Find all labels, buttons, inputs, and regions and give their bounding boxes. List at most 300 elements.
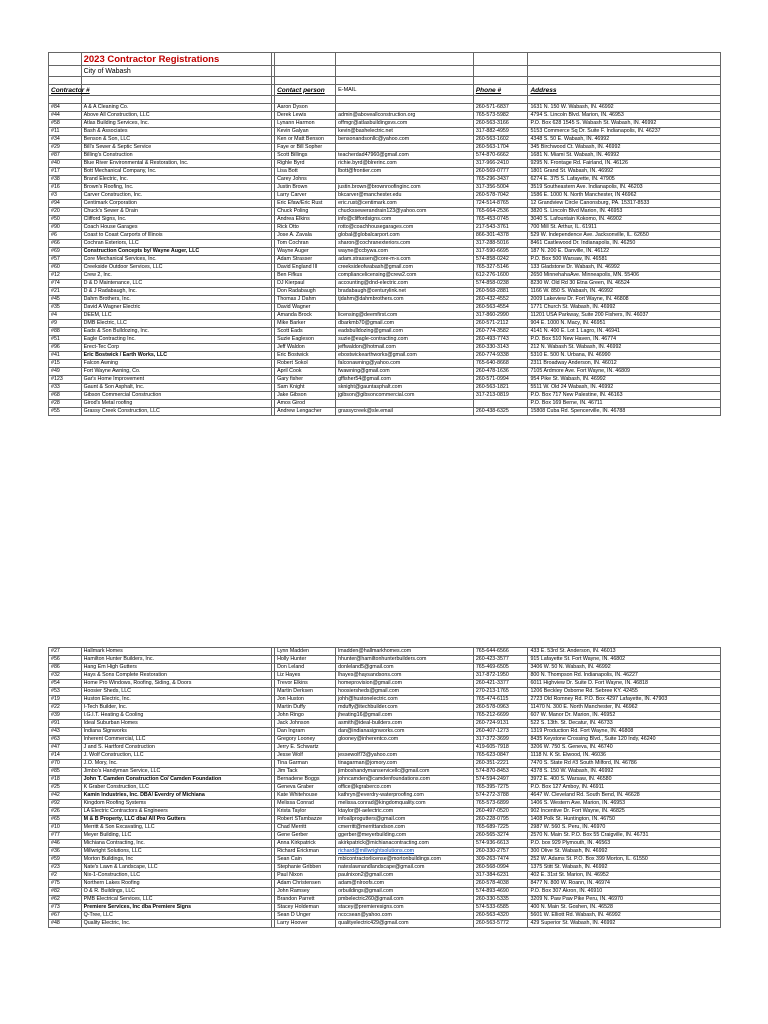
contractor-number: #10 [49,824,82,832]
address-cell: 187 N. 200 E. Danville, IN. 46122 [528,248,721,256]
contact-person: Chad Merritt [275,824,336,832]
email-cell [336,104,474,112]
contractor-number: #15 [49,360,82,368]
contractor-name: Northern Lakes Roofing [81,880,271,888]
contractor-name: Kingdom Roofing Systems [81,800,271,808]
contact-person: Eric Efaw/Eric Rust [275,200,336,208]
contractor-number: #34 [49,136,82,144]
phone-cell [473,400,528,408]
contractor-name: Benson & Son, LLC [81,136,271,144]
phone-cell: 765-395-7275 [473,784,528,792]
table-row [49,240,721,248]
header-row [49,85,721,96]
contractor-name: Chuck's Sewer & Drain [81,208,271,216]
contractor-number: #96 [49,344,82,352]
contractor-name: Carver Construction, Inc. [81,192,271,200]
contractor-number: #46 [49,840,82,848]
email-cell: qualityelectric429@gmail.com [336,920,474,928]
contractor-number: #6 [49,232,82,240]
contractor-number: #21 [49,288,82,296]
contact-person: Larry Hoover [275,920,336,928]
email-cell [336,400,474,408]
contractor-name: Atlas Building Services, Inc. [81,120,271,128]
email-cell: gffisher54@gmail.com [336,376,474,384]
contractor-name: I.G.I.T. Heating & Cooling [81,712,271,720]
contractor-name: Premiere Services, Inc dba Premiere Signs [81,904,271,912]
contact-person: Geneva Graber [275,784,336,792]
email-cell: eadsbulldozing@gmail.com [336,328,474,336]
contractor-number: #68 [49,392,82,400]
contractor-number: #66 [49,240,82,248]
contractor-name: O & R. Buildings, LLC [81,888,271,896]
contact-person: Krista Taylor [275,808,336,816]
email-cell: richie.byrd@blrerinc.com [336,160,474,168]
table-row [49,872,721,880]
contact-person: Rick Otto [275,224,336,232]
address-cell: P.O. Box 127 Amboy, IN. 46911 [528,784,721,792]
address-cell: 1406 S. Western Ave. Marion, IN. 46953 [528,800,721,808]
contact-person: Sean D Unger [275,912,336,920]
address-cell: 4647 W. Cleveland Rd. South Bend, IN. 46628 [528,792,721,800]
email-cell: offmgr@atlasbuildingsvs.com [336,120,474,128]
contractor-name: Hang Em High Gutters [81,664,271,672]
email-cell: grassycreek@sle.email [336,408,474,416]
contact-person: Scott Billings [275,152,336,160]
contractor-number: #40 [49,160,82,168]
contact-person: Holly Hunter [275,656,336,664]
contractor-number: #12 [49,272,82,280]
email-cell [336,176,474,184]
contact-person: Amanda Brock [275,312,336,320]
address-cell: 4378 S. 150 W. Wabash, IN. 46992 [528,768,721,776]
email-cell: mbicontractorlicense@mortonbuildings.com [336,856,474,864]
contractor-name: PMB Electrical Services, LLC [81,896,271,904]
table-row [49,384,721,392]
contractor-number: #16 [49,184,82,192]
table-row [49,792,721,800]
address-cell: 2723 Old Romney Rd. P.O. Box 4297 Lafayette, IN. 47903 [528,696,721,704]
email-cell: kathryn@everdry-waterproofing.com [336,792,474,800]
contact-person: Jeff Waldon [275,344,336,352]
table-row [49,760,721,768]
table-row [49,368,721,376]
contact-person: David England III [275,264,336,272]
contractor-name: J. Wolf Construction, LLC [81,752,271,760]
table-row [49,880,721,888]
contractor-number: #86 [49,664,82,672]
contractor-name: J.O. Mory, Inc. [81,760,271,768]
address-cell: 4141 N. 400 E. Lot 1 Lagro, IN. 46941 [528,328,721,336]
contractor-name: Quality Electric, Inc. [81,920,271,928]
contractor-number: #75 [49,880,82,888]
email-cell: ebostwickearthworks@gmail.com [336,352,474,360]
table-row [49,920,721,928]
contractor-table-page-1 [48,52,721,416]
table-row [49,896,721,904]
phone-cell: 765-573-5982 [473,112,528,120]
blank-row [49,77,721,85]
table-row [49,720,721,728]
contact-person: Stephanie Gribben [275,864,336,872]
contact-person: Mike Barker [275,320,336,328]
contractor-name: Michiana Contracting, Inc. [81,840,271,848]
address-cell: 954 Pike St. Wabash, IN. 46992 [528,376,721,384]
table-row [49,376,721,384]
header-email: E-MAIL [336,85,474,96]
contractor-name: Hallmark Homes [81,648,271,656]
phone-cell: 765-573-6899 [473,800,528,808]
phone-cell: 217-543-3761 [473,224,528,232]
address-cell: 15808 Cuba Rd. Spencerville, IN. 46788 [528,408,721,416]
contractor-name: A & A Cleaning Co. [81,104,271,112]
email-cell: cmerritt@merrittandson.com [336,824,474,832]
address-cell: 433 E. 53rd St. Anderson, IN. 46013 [528,648,721,656]
contractor-name: Indiana Signworks [81,728,271,736]
table-row [49,672,721,680]
contractor-number: #50 [49,216,82,224]
contractor-name: Eagle Contracting Inc. [81,336,271,344]
address-cell: 133 Gladstone Dr. Wabash, IN. 46992 [528,264,721,272]
phone-cell: 260-563-1821 [473,384,528,392]
contractor-number: #41 [49,352,82,360]
phone-cell: 260-578-0963 [473,704,528,712]
contractor-number: #22 [49,704,82,712]
contact-person: Jesse Wolf [275,752,336,760]
phone-cell: 317-356-5004 [473,184,528,192]
contractor-name: Gaunt & Son Asphalt, Inc. [81,384,271,392]
email-cell: glooney@inherentco.com [336,736,474,744]
table-row [49,120,721,128]
phone-cell: 260-571-6837 [473,104,528,112]
phone-cell: 260-432-4552 [473,296,528,304]
table-row [49,344,721,352]
address-cell: 4794 S. Lincoln Blvd. Marion, IN. 46953 [528,112,721,120]
contractor-number: #14 [49,752,82,760]
phone-cell: 309-263-7474 [473,856,528,864]
address-cell: 1206 Beckley Osborne Rd. Sebree KY. 42455 [528,688,721,696]
contractor-name: Meyer Building, LLC [81,832,271,840]
table-row [49,648,721,656]
contractor-name: D & J Radabaugh, Inc. [81,288,271,296]
contact-person: Adam Strasser [275,256,336,264]
address-cell: 800 N. Thompson Rd. Indianapolis, IN. 46227 [528,672,721,680]
email-cell: creeksideofwabash@gmail.com [336,264,474,272]
address-cell: 8230 W. Old Rd 30 Etna Green, IN. 46524 [528,280,721,288]
contact-person: Larry Carver [275,192,336,200]
contractor-name: Hoosier Sheds, LLC [81,688,271,696]
table-row [49,152,721,160]
table-row [49,744,721,752]
email-cell: ggerber@meyerbuilding.com [336,832,474,840]
address-cell: 4348 S. 50 E. Wabash, IN. 46992 [528,136,721,144]
contractor-name: David A Wagner Electric [81,304,271,312]
contractor-number: #84 [49,104,82,112]
phone-cell: 260-563-3166 [473,120,528,128]
phone-cell: 260-774-3582 [473,328,528,336]
address-cell: 1771 Church St. Wabash, IN. 46992 [528,304,721,312]
table-row [49,248,721,256]
contractor-number: #73 [49,904,82,912]
contractor-name: Bott Mechanical Company, Inc. [81,168,271,176]
email-cell: eric.rust@centimark.com [336,200,474,208]
contact-person: John Ramsey [275,888,336,896]
city-name: City of Wabash [81,66,271,77]
table-row [49,808,721,816]
contractor-name: Merritt & Son Excavating, LLC [81,824,271,832]
address-cell: 402 E. 31st St. Marion, IN. 46952 [528,872,721,880]
email-cell: falconawning@yahoo.com [336,360,474,368]
contractor-number: #38 [49,176,82,184]
email-cell: sharon@cochranexteriors.com [336,240,474,248]
contact-person: Scott Eads [275,328,336,336]
address-cell: 2650 MinnehahaAve. Minneapolis, MN. 55406 [528,272,721,280]
contractor-name: Above All Construction, LLC [81,112,271,120]
contact-person: Andrew Lengacher [275,408,336,416]
address-cell: 429 Superior St. Wabash, IN. 46992 [528,920,721,928]
contractor-number: #19 [49,696,82,704]
contractor-number: #91 [49,720,82,728]
email-cell: teacherdad47960@gmail.com [336,152,474,160]
email-cell: jeffwaldon@hotmail.com [336,344,474,352]
email-cell: fwawning@gmail.com [336,368,474,376]
address-cell: 2311 Broadway Anderson, IN. 46012 [528,360,721,368]
table-row [49,176,721,184]
address-cell: 915 Lafayette St. Fort Wayne, IN. 46802 [528,656,721,664]
contractor-number: #48 [49,920,82,928]
contact-person: Bernadene Boggs [275,776,336,784]
address-cell: 3209 N. Paw Paw Pike Peru, IN. 46970 [528,896,721,904]
header-contact-person: Contact person [275,85,336,96]
contractor-name: John T. Camden Construction Co/ Camden Foundation [81,776,271,784]
address-cell: 2570 N. Main St. P.O. Box 55 Craigville, IN. 46731 [528,832,721,840]
table-row [49,728,721,736]
table-row [49,824,721,832]
contact-person: Sam Knight [275,384,336,392]
table-row [49,408,721,416]
table-row [49,400,721,408]
contractor-name: Jimbo's Handyman Service, LLC [81,768,271,776]
contractor-number: #92 [49,800,82,808]
contact-person: Faye or Bill Sopher [275,144,336,152]
table-row [49,768,721,776]
contractor-number: #45 [49,296,82,304]
contractor-number: #55 [49,408,82,416]
contact-person: Andrea Elkins [275,216,336,224]
phone-cell: 612-276-1600 [473,272,528,280]
phone-cell: 317-882-4959 [473,128,528,136]
contact-person: Brandon Parrett [275,896,336,904]
contractor-number: #23 [49,864,82,872]
email-cell: orbuildings@gmail.com [336,888,474,896]
contractor-name: Millwright Solutions, LLC [81,848,271,856]
contact-person: Lynn Madden [275,648,336,656]
contractor-number: #11 [49,128,82,136]
contractor-name: I-Tech Builder, Inc. [81,704,271,712]
email-cell: adam.strassen@core-m-s.com [336,256,474,264]
address-cell: 2987 W. 560 S. Peru, IN. 46970 [528,824,721,832]
email-cell: melissa.conrad@kingdomquality.com [336,800,474,808]
contractor-name: Ideal Suburban Homes [81,720,271,728]
address-cell: 5310 E. 500 N. Urbana, IN. 46990 [528,352,721,360]
contact-person: DJ Kierpaul [275,280,336,288]
table-row [49,208,721,216]
email-cell [336,744,474,752]
phone-cell: 765-623-0847 [473,752,528,760]
contractor-number: #60 [49,264,82,272]
phone-cell: 866-301-4378 [473,232,528,240]
address-cell: 902 Incentive Dr. Fort Wayne, IN. 46825 [528,808,721,816]
contractor-name: Q-Tree, LLC [81,912,271,920]
contractor-number: #57 [49,256,82,264]
address-cell: P.O. box 929 Plymouth, IN. 46563 [528,840,721,848]
address-cell: 8477 N. 800 W. Roann, IN. 46974 [528,880,721,888]
email-cell: johh@hustonelectric.com [336,696,474,704]
address-cell: 8435 Keystone Crossing Blvd., Suite 120 Indy, 46240 [528,736,721,744]
email-cell: accounting@dnd-electric.com [336,280,474,288]
contractor-number: #17 [49,168,82,176]
address-cell: 3406 W. 50 N. Wabash, IN. 46992 [528,664,721,672]
phone-cell: 317-590-6695 [473,248,528,256]
contractor-number: #25 [49,784,82,792]
table-row [49,112,721,120]
phone-cell: 260-421-3377 [473,680,528,688]
contractor-name: Dahm Brothers, Inc. [81,296,271,304]
contractor-name: Crew 2, Inc. [81,272,271,280]
email-cell: bradabaugh@centurylink.net [336,288,474,296]
phone-cell: 260-423-3577 [473,656,528,664]
contact-person: Lisa Bott [275,168,336,176]
contact-person: Jon Huston [275,696,336,704]
address-cell: P.O. Box 169 Berne, IN. 46711 [528,400,721,408]
contact-person: Thomas J Dahm [275,296,336,304]
table-row [49,216,721,224]
contact-person: Adam Christensen [275,880,336,888]
contact-person: Sean Cain [275,856,336,864]
table-row [49,848,721,856]
email-cell: lmadden@hallmarkhomes.com [336,648,474,656]
contractor-number: #82 [49,888,82,896]
email-cell: dbarkmb70@gmail.com [336,320,474,328]
contact-person: Justin Brown [275,184,336,192]
contractor-number: #18 [49,776,82,784]
phone-cell: 260-330-3143 [473,344,528,352]
address-cell: P.O. Box 717 New Palestine, IN. 46163 [528,392,721,400]
contractor-name: Hays & Sons Complete Restoration [81,672,271,680]
phone-cell: 765-664-2536 [473,208,528,216]
contractor-name: Clifford Signs, Inc. [81,216,271,224]
phone-cell: 260-565-3274 [473,832,528,840]
address-cell: 1586 E. 1000 N. North Manchester, IN 46962 [528,192,721,200]
table-row [49,904,721,912]
phone-cell: 260-774-9338 [473,352,528,360]
contractor-number: #65 [49,816,82,824]
email-cell: jheating16@gmail.com [336,712,474,720]
contact-person: Jack Johnson [275,720,336,728]
table-row [49,712,721,720]
address-cell: 212 N. Wabash St. Wabash, IN. 46992 [528,344,721,352]
table-row [49,280,721,288]
header-address: Address [528,85,721,96]
contact-person: Jerry E. Schwartz [275,744,336,752]
phone-cell: 574-936-6613 [473,840,528,848]
address-cell: 1166 W. 850 S. Wabash, IN. 46992 [528,288,721,296]
email-cell: lbott@frontier.com [336,168,474,176]
table-row [49,200,721,208]
table-row [49,784,721,792]
contractor-name: Centimark Corporation [81,200,271,208]
address-cell: 3519 Southeastern Ave. Indianapolis, IN. 46203 [528,184,721,192]
contact-person: Eric Bostwick [275,352,336,360]
contractor-number: #43 [49,728,82,736]
table-row [49,856,721,864]
table-row [49,128,721,136]
contractor-name: Falcon Awning [81,360,271,368]
contractor-number: #32 [49,672,82,680]
contact-person: Richard Erickman [275,848,336,856]
table-row [49,272,721,280]
address-cell: P.O. Box 500 Warsaw, IN. 46581 [528,256,721,264]
table-row [49,776,721,784]
contractor-name: Gar's Home Improvement [81,376,271,384]
contractor-number: #123 [49,376,82,384]
contact-person: Kate Whitehouse [275,792,336,800]
email-cell: nateslawnandlandscape@gmail.com [336,864,474,872]
contractor-number: #35 [49,304,82,312]
contractor-number: #2 [49,872,82,880]
email-cell: ktaylor@l-aelectric.com [336,808,474,816]
table-row [49,232,721,240]
contractor-name: Kamin Industries, Inc. DBA/ Everdry of Michiana [81,792,271,800]
contact-person: Gary fisher [275,376,336,384]
table-row [49,832,721,840]
contractor-number: #59 [49,856,82,864]
table-row [49,696,721,704]
email-cell: asmith@ideal-builders.com [336,720,474,728]
phone-cell: 260-569-0777 [473,168,528,176]
address-cell: 345 Birchwood Ct. Wabash, IN. 46992 [528,144,721,152]
contractor-number: #27 [49,648,82,656]
contractor-name: Brown's Roofing, Inc. [81,184,271,192]
table-row [49,144,721,152]
contractor-name: Brand Electric, Inc. [81,176,271,184]
contractor-name: Creekside Outdoor Services, LLC [81,264,271,272]
phone-cell: 260-407-1273 [473,728,528,736]
phone-cell: 260-563-4554 [473,304,528,312]
address-cell: 1681 N. Miami St. Wabash, IN. 46992 [528,152,721,160]
contractor-name: Bash & Associates [81,128,271,136]
contact-person: April Cook [275,368,336,376]
contractor-name: Grassy Creek Construction, LLC [81,408,271,416]
table-row [49,104,721,112]
contact-person: Kevin Galyan [275,128,336,136]
phone-cell: 260-563-5772 [473,920,528,928]
address-cell: 529 W. Independence Ave. Jacksonville, IL. 62650 [528,232,721,240]
table-row [49,816,721,824]
contractor-name: Blue River Environmental & Restoration, Inc. [81,160,271,168]
contractor-number: #53 [49,688,82,696]
table-row [49,864,721,872]
contractor-name: M & B Property, LLC dba/ All Pro Gutters [81,816,271,824]
email-cell: info@cliffordsigns.com [336,216,474,224]
contact-person: Jose A. Zavala [275,232,336,240]
table-row [49,800,721,808]
email-cell: tinagarman@jomory.com [336,760,474,768]
table-row [49,912,721,920]
address-cell: 11470 N. 300 E. North Manchester, IN. 46962 [528,704,721,712]
phone-cell: 270-213-1765 [473,688,528,696]
contractor-number: #67 [49,912,82,920]
table-row [49,840,721,848]
